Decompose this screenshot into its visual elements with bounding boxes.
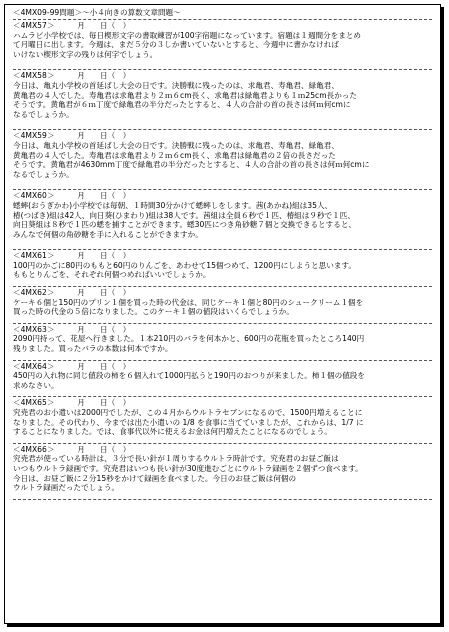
problem-line: 今日は、亀丸小学校の首延ばし大会の日です。決勝戦に残ったのは、求亀君、寿亀君、緑亀君、 <box>13 140 339 150</box>
spacer <box>54 251 77 260</box>
problem-line: 黄亀君の４人でした。寿亀君は求亀君より２ｍ６cm長く、求亀君は緑亀君よりも１ｍ25cm長かった <box>13 90 357 100</box>
problem-line: いつもウルトラ録画です。究尭君はいつも長い針が30度進むごとにウルトラ録画を２個ずつ食べます。 <box>13 463 363 473</box>
problem-block <box>13 323 432 354</box>
date-field: 月 日（ ） <box>77 71 131 81</box>
problem-header <box>13 398 432 408</box>
spacer <box>54 325 77 334</box>
problem-header <box>13 251 432 261</box>
spacer <box>54 131 77 140</box>
problem-line: 残りました。買ったバラの本数は何本ですか。 <box>13 344 173 354</box>
problem-id: ＜4MX64＞ <box>13 361 55 371</box>
problem-line: いけない楔形文字の残りは何字でしょう。 <box>13 49 158 59</box>
problem-text <box>13 454 432 492</box>
problem-text <box>13 298 432 317</box>
problem-text <box>13 408 432 437</box>
problem-line: 求めなさい。 <box>13 380 59 390</box>
date-field: 月 日（ ） <box>77 324 131 334</box>
problem-header <box>13 325 432 335</box>
problem-line: 今日は、お昼ご飯に２分15秒をかけて録画を食べました。今日のお昼ご飯は何個の <box>13 473 297 483</box>
problem-header <box>13 21 432 31</box>
spacer <box>54 288 77 297</box>
problem-header <box>13 71 432 81</box>
date-field: 月 日（ ） <box>77 361 131 371</box>
problem-header <box>13 362 432 372</box>
date-field: 月 日（ ） <box>77 288 131 298</box>
problem-line: 今日は、亀丸小学校の首延ばし大会の日です。決勝戦に残ったのは、求亀君、寿亀君、緑亀君、 <box>13 80 339 90</box>
problem-id: ＜4MX62＞ <box>13 288 55 298</box>
worksheet-page <box>4 4 441 624</box>
spacer <box>54 191 77 200</box>
spacer <box>54 398 77 407</box>
problem-line: 100円のかごに80円のももと60円のりんごを、あわせて15個つめて、1200円にしようと思います。 <box>13 260 357 270</box>
problem-line: ケーキ６個と150円のプリン１個を買った時の代金は、同じケーキ１個と80円のシュークリーム１個を <box>13 297 364 307</box>
problem-line: ハムラビ小学校では、毎日楔形文字の書取練習が100字宿題になっています。宿題は１週間分をまとめ <box>13 30 362 40</box>
problem-text <box>13 334 432 353</box>
problem-line: そうです。黄亀君が4630mm丁度で緑亀君の半分だったとすると、４人の合計の首の長さは何ｍ何cmに <box>13 160 370 170</box>
problem-block <box>13 396 432 436</box>
end-divider <box>13 499 432 500</box>
problem-text <box>13 81 432 119</box>
problem-line: 究尭君のお小遣いは2000円でしたが、この４月からウルトラセブンになるので、1500円増えることに <box>13 408 363 417</box>
problem-block <box>13 129 432 179</box>
problem-text <box>13 371 432 390</box>
problem-block <box>13 189 432 239</box>
problem-id: ＜4MX60＞ <box>13 191 55 201</box>
problem-line: みんなで何個の角砂糖を手に入れることができますか。 <box>13 229 203 239</box>
problem-header <box>13 445 432 455</box>
date-field: 月 日（ ） <box>77 444 131 454</box>
problem-line: することになりました。では、食事代以外に使えるお金は何円増えたことになるのでしょう。 <box>13 427 332 437</box>
date-field: 月 日（ ） <box>77 191 131 201</box>
problem-list <box>13 19 432 493</box>
problem-id: ＜4MX58＞ <box>13 71 55 81</box>
date-field: 月 日（ ） <box>77 131 131 141</box>
spacer <box>54 445 77 454</box>
date-field: 月 日（ ） <box>77 21 131 30</box>
problem-text <box>13 31 432 60</box>
problem-line: 蟋蟀(おうぎかわ)小学校では毎朝、１時間30分かけて蟋蟀しをします。茜(あかね)組は35人、 <box>13 200 333 210</box>
problem-header <box>13 191 432 201</box>
problem-line: なりました。その代わり、今までは出た小遣いの 1/8 を食事に当てていましたが、これからは、1/7 に <box>13 417 364 427</box>
problem-text <box>13 141 432 179</box>
problem-line: そうです。黄亀君が６ｍ丁度で緑亀君の半分だったとすると、４人の合計の首の長さは何ｍ何cmに <box>13 100 351 110</box>
problem-line: なるでしょうか。 <box>13 169 74 179</box>
problem-header <box>13 131 432 141</box>
date-field: 月 日（ ） <box>77 398 131 408</box>
problem-block <box>13 69 432 119</box>
problem-line: ウルトラ録画だったでしょう。 <box>13 483 120 493</box>
problem-block <box>13 286 432 317</box>
problem-line: ももとりんごを、それぞれ何個つめればいいでしょうか。 <box>13 270 211 280</box>
spacer <box>54 71 77 80</box>
problem-line: 450円の入れ物に同じ値段の柿を６個入れて1000円払うと190円のおつりが来ました。柿１個の値段を <box>13 371 365 381</box>
problem-text <box>13 201 432 239</box>
spacer <box>54 362 77 371</box>
problem-id: ＜4MX66＞ <box>13 444 55 454</box>
problem-block <box>13 19 432 59</box>
problem-line: 2090円持って、花屋へ行きました。１本210円のバラを何本かと、600円の花瓶を買ったところ140円 <box>13 334 365 344</box>
problem-id: ＜4MX61＞ <box>13 251 55 261</box>
problem-block <box>13 249 432 280</box>
problem-block <box>13 360 432 391</box>
problem-block <box>13 443 432 493</box>
problem-text <box>13 261 432 280</box>
problem-line: 究尭君が使っている時計は、３分で長い針が１周りするウルトラ時計です。究尭君のお昼ご飯は <box>13 454 339 464</box>
problem-id: ＜4MX59＞ <box>13 131 55 141</box>
problem-line: 買った時の代金の５倍になりました。このケーキ１個の値段はいくらでしょうか。 <box>13 307 294 317</box>
date-field: 月 日（ ） <box>77 251 131 261</box>
problem-line: 黄亀君の４人でした。寿亀君は求亀君より２ｍ６cm長く、求亀君は緑亀君の２倍の長さだった <box>13 150 336 160</box>
page-title: ＜4MX09-99問題＞～小４向きの算数文章問題～ <box>13 8 181 17</box>
problem-id: ＜4MX57＞ <box>13 21 55 30</box>
spacer <box>54 21 77 30</box>
problem-line: て月曜日に出します。今週は、まだ５分の３しか書いていないとすると、今週中に書かなければ <box>13 40 339 50</box>
problem-header <box>13 288 432 298</box>
problem-id: ＜4MX63＞ <box>13 324 55 334</box>
problem-id: ＜4MX65＞ <box>13 398 55 408</box>
problem-line: 椿(つばき)組は42人、向日葵(ひまわり)組は38人です。茜組は全員６秒で１匹、椿組は９秒で１匹、 <box>13 210 355 220</box>
problem-line: なるでしょうか。 <box>13 109 74 119</box>
problem-line: 向日葵組は８秒で１匹の蟋を捕すことができます。蟋30匹につき角砂糖７個と交換できるとすると、 <box>13 220 357 230</box>
